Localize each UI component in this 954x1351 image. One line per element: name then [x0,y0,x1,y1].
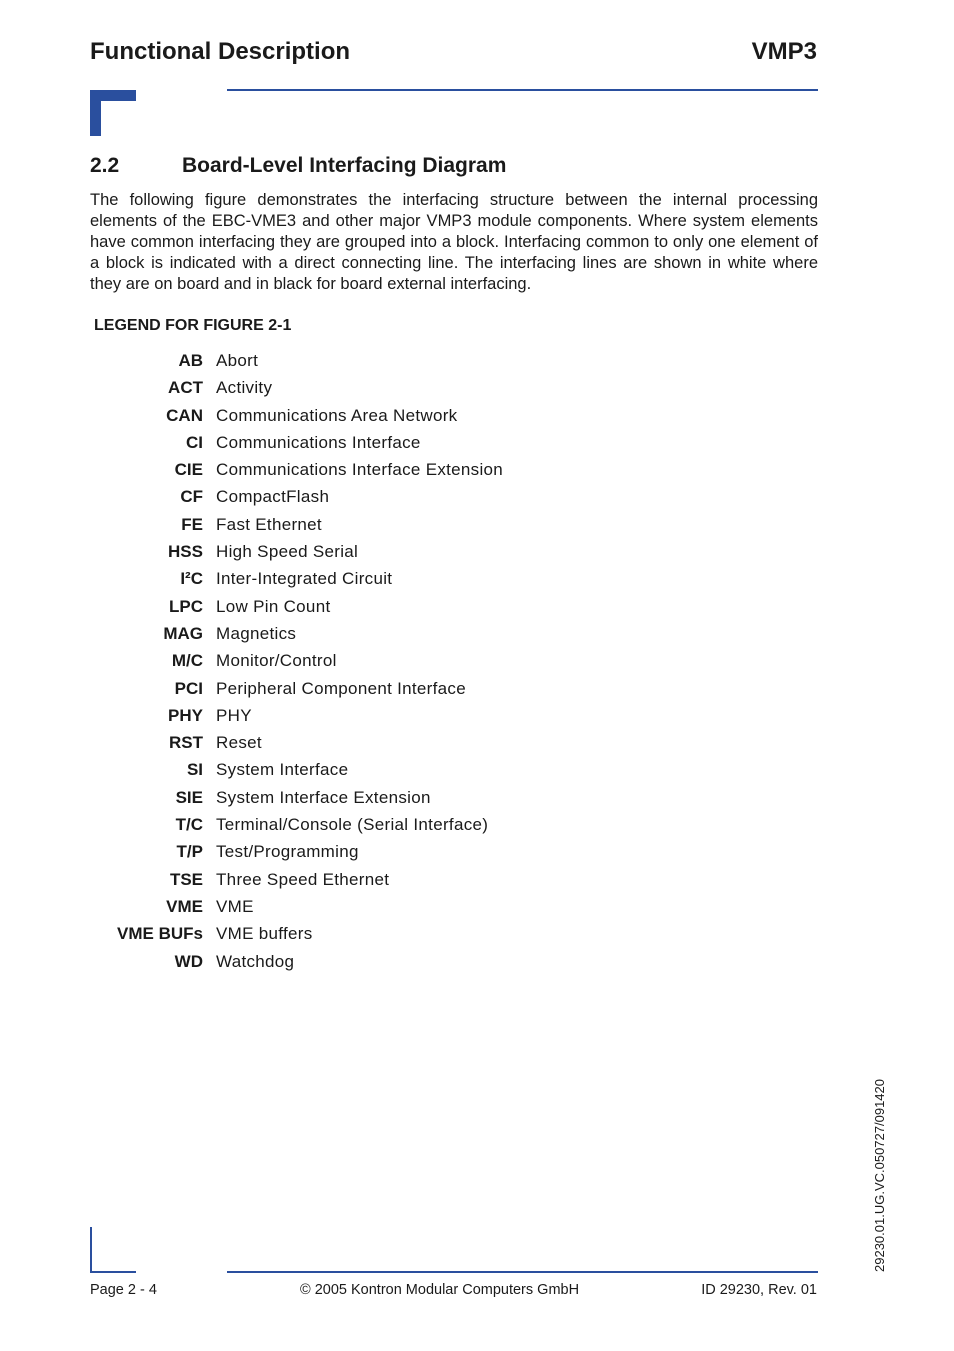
legend-abbr: VME [166,896,203,916]
legend-meaning: CompactFlash [216,487,330,507]
legend-row [0,868,700,895]
legend-abbr: T/C [175,815,203,835]
legend-abbr: RST [169,733,203,753]
legend-abbr: M/C [171,651,203,671]
page-number: Page 2 - 4 [90,1282,157,1298]
legend-row [0,895,700,922]
legend-row [0,813,700,840]
legend-row [0,950,700,977]
section-title: Board-Level Interfacing Diagram [182,154,507,177]
header-title: Functional Description [90,38,351,65]
legend-list [0,349,700,977]
legend-row [0,677,700,704]
legend-meaning: Communications Interface [216,432,421,452]
legend-row [0,458,700,485]
legend-meaning: Low Pin Count [216,596,331,616]
legend-abbr: TSE [169,869,203,889]
legend-meaning: VME buffers [216,924,313,944]
legend-meaning: Activity [216,378,273,398]
legend-meaning: Fast Ethernet [216,514,322,534]
legend-meaning: Test/Programming [216,842,359,862]
legend-meaning: Reset [216,733,262,753]
legend-meaning: Three Speed Ethernet [216,869,390,889]
legend-meaning: System Interface Extension [216,787,431,807]
legend-abbr: I²C [180,569,203,589]
document-revision: ID 29230, Rev. 01 [701,1282,817,1298]
legend-meaning: Communications Area Network [216,405,458,425]
legend-row [0,540,700,567]
legend-abbr: CIE [174,460,203,480]
legend-meaning: System Interface [216,760,349,780]
legend-meaning: Communications Interface Extension [216,460,504,480]
legend-row [0,704,700,731]
section-number: 2.2 [90,154,120,177]
legend-abbr: WD [174,951,203,971]
legend-row [0,786,700,813]
legend-abbr: MAG [163,623,203,643]
legend-meaning: Watchdog [216,951,295,971]
legend-row [0,431,700,458]
legend-abbr: VME BUFs [117,924,203,944]
legend-row [0,513,700,540]
legend-row [0,349,700,376]
legend-meaning: Inter-Integrated Circuit [216,569,393,589]
footer-corner-horizontal [90,1271,136,1273]
document-id-vertical: 29230.01.UG.VC.050727/091420 [872,1079,887,1272]
legend-row [0,649,700,676]
legend-abbr: LPC [169,596,203,616]
legend-meaning: Monitor/Control [216,651,337,671]
legend-abbr: PHY [168,705,203,725]
legend-abbr: HSS [168,542,203,562]
legend-abbr: AB [178,351,203,370]
legend-row [0,485,700,512]
legend-row [0,840,700,867]
header-rule [227,89,818,91]
corner-mark-vertical [90,90,101,136]
legend-abbr: PCI [174,678,203,698]
legend-abbr: ACT [168,378,203,398]
footer-corner-vertical [90,1227,92,1273]
footer-rule [227,1271,818,1273]
legend-abbr: CF [180,487,203,507]
legend-row [0,922,700,949]
legend-row [0,567,700,594]
legend-abbr: SIE [175,787,203,807]
legend-row [0,404,700,431]
header-product: VMP3 [751,38,817,65]
legend-meaning: Abort [216,351,259,370]
legend-row [0,595,700,622]
legend-title: LEGEND FOR FIGURE 2-1 [94,317,292,334]
legend-meaning: High Speed Serial [216,542,359,562]
legend-row [0,731,700,758]
legend-meaning: PHY [216,705,252,725]
body-paragraph: The following figure demonstrates the interfacing structure between the internal processing elements of the EBC-VME3 and other major VMP3 module components. Where system elements have common interfacing they are grouped into a block. Interfacing common to only one element of a block is indicated with a direct connecting line. The interfacing lines are shown in white where they are on board and in black for board external interfacing. [90,191,818,293]
legend-abbr: CAN [166,405,203,425]
legend-row [0,376,700,403]
copyright: © 2005 Kontron Modular Computers GmbH [300,1282,580,1298]
legend-meaning: Magnetics [216,623,297,643]
legend-abbr: SI [186,760,203,780]
legend-meaning: VME [216,896,254,916]
legend-meaning: Terminal/Console (Serial Interface) [216,815,489,835]
legend-row [0,622,700,649]
legend-row [0,758,700,785]
legend-abbr: CI [186,432,203,452]
legend-meaning: Peripheral Component Interface [216,678,466,698]
legend-abbr: FE [181,514,203,534]
legend-abbr: T/P [176,842,203,862]
